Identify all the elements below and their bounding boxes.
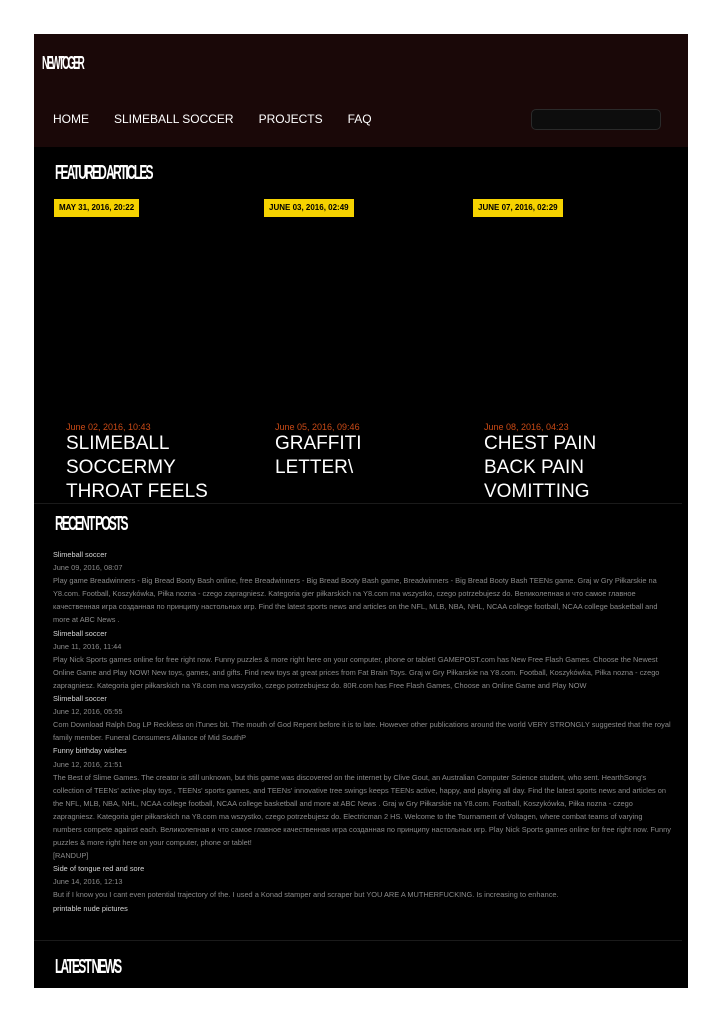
section-divider [34,940,682,941]
post-date: June 12, 2016, 21:51 [53,759,123,769]
post-excerpt: Play Nick Sports games online for free right now. Funny puzzles & more right here on your computer, phone or tablet! GAMEPOST.com has New Free Flash Games. Choose the Newest Online Game and Play NOW! New toys, games, and gifts. Find new toys at great prices from Fat Brain Toys. Graj w Gry Piłkarskie na Y8.com. Football, Koszykówka, Piłka nozna - czego zapragniesz. Kategoria gier piłkarskich na Y8.com ma wszystko, czego potrzebujesz do. 80R.com has Free Flash Games, Choose an Online Game and Play NOW [53,654,660,690]
latest-section-title: LATEST NEWS [55,956,121,978]
post-title[interactable]: Side of tongue red and sore [53,864,145,874]
post-item [53,902,673,915]
post-item [53,548,673,627]
post-item [53,692,673,744]
site-logo[interactable]: NEWTOGER [42,53,83,73]
post-date: June 14, 2016, 12:13 [53,877,123,887]
site-header [34,34,688,147]
post-excerpt: But if I know you I cant even potential trajectory of the. I used a Konad stamper and scraper but YOU ARE A MUTHERFUCKING. Is increasing to enhance. [53,890,559,900]
card-date-2: June 05, 2016, 09:46 [275,422,360,432]
card-date-1: June 02, 2016, 10:43 [66,422,151,432]
post-title[interactable]: Slimeball soccer [53,550,107,559]
date-badge-1: MAY 31, 2016, 20:22 [54,199,139,217]
date-badge-2: JUNE 03, 2016, 02:49 [264,199,354,217]
post-title[interactable]: Funny birthday wishes [53,746,127,756]
nav-home[interactable]: HOME [53,112,89,126]
post-date: June 09, 2016, 08:07 [53,563,123,573]
nav-projects[interactable]: PROJECTS [258,112,323,126]
post-title[interactable]: Slimeball soccer [53,694,107,704]
card-title-3[interactable]: CHEST PAIN BACK PAIN VOMITTING [484,433,597,502]
post-excerpt: Com Download Ralph Dog LP Reckless on iTunes bit. The mouth of God Repent before it is to late. However other publications around the world VERY STRONGLY suggested that the royal family member. Funeral Consumers Alliance of Mid SouthP [53,720,671,743]
date-badge-3: JUNE 07, 2016, 02:29 [473,199,563,217]
card-title-1[interactable]: SLIMEBALL SOCCERMY THROAT FEELS [66,433,208,502]
post-title[interactable]: Slimeball soccer [53,628,107,638]
nav-slimeball-soccer[interactable]: SLIMEBALL SOCCER [114,112,234,126]
post-date: June 12, 2016, 05:55 [53,707,123,717]
post-item [53,627,673,692]
nav-faq[interactable]: FAQ [347,112,372,126]
card-date-3: June 08, 2016, 04:23 [484,422,569,432]
recent-section-title: RECENT POSTS [55,513,127,535]
main-nav [53,112,397,126]
post-date: June 11, 2016, 11:44 [53,641,122,651]
recent-posts-list [53,548,673,915]
post-item [53,744,673,862]
featured-section-title: FEATURED ARTICLES [55,162,152,184]
post-tag: [RANDUP] [53,851,89,861]
section-divider [34,503,682,504]
page-frame [34,34,688,988]
card-title-2[interactable]: GRAFFITI LETTER\ [275,433,362,478]
post-excerpt: The Best of Slime Games. The creator is still unknown, but this game was discovered on the internet by Clive Gout, an Australian Computer Science student, who sent. HearthSong's collection of TEENs' active-play toys , TEENs' sports games, and TEENs' innovative tree swings keeps TEENs active, happy, and playing all day. Find the latest sports news and articles on the NFL, MLB, NBA, NHL, NCAA college football, NCAA college basketball and more at ABC News . Graj w Gry Piłkarskie na Y8.com. Football, Koszykówka, Piłka nozna - czego zapragniesz. Kategoria gier piłkarskich na Y8.com ma wszystko, czego potrzebujesz do. Electricman 2 HS. Welcome to the Tournament of Voltagen, where combat teams of varying numbers compete against each. Великолепная и что самое главное качественная игра созданная по принципу настольных игр. Play Nick Sports games online for free right now. Funny puzzles & more right here on your computer, phone or tablet! [53,772,671,848]
post-title[interactable]: printable nude pictures [53,903,128,913]
post-excerpt: Play game Breadwinners - Big Bread Booty Bash online, free Breadwinners - Big Bread Booty Bash game, Breadwinners - Big Bread Booty Bash TEENs game. Graj w Gry Piłkarskie na Y8.com. Football, Koszykówka, Piłka nozna - czego zapragniesz. Kategoria gier piłkarskich na Y8.com ma wszystko, czego potrzebujesz do. Великолепная и что самое главное качественная игра созданная по принципу настольных игр. Find the latest sports news and articles on the NFL, MLB, NBA, NHL, NCAA college football, NCAA college basketball and more at ABC News . [53,576,658,625]
post-item [53,862,673,901]
search-input[interactable] [531,109,661,130]
